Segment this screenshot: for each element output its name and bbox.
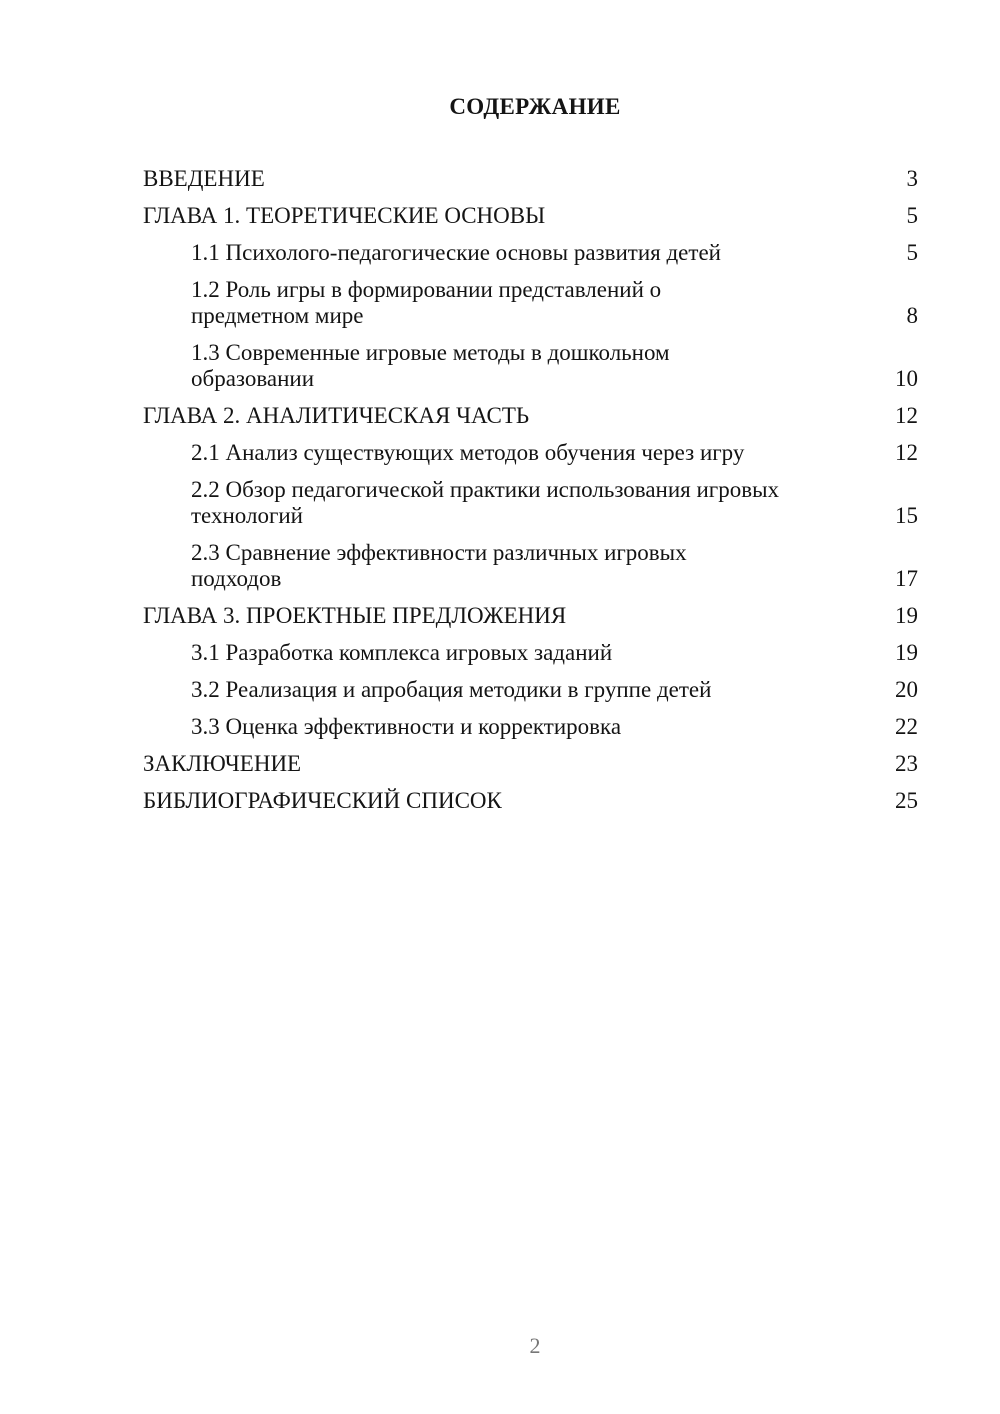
toc-entry-section-3-1[interactable]: [143, 640, 918, 666]
toc-entry-text: ГЛАВА 1. ТЕОРЕТИЧЕСКИЕ ОСНОВЫ: [143, 203, 546, 228]
toc-entry-page: 23: [895, 751, 918, 776]
toc-entry-text: ГЛАВА 3. ПРОЕКТНЫЕ ПРЕДЛОЖЕНИЯ: [143, 603, 567, 628]
toc-entry-chapter-1[interactable]: [143, 203, 918, 229]
page-number: 2: [529, 1333, 541, 1358]
toc-entry-page: 19: [895, 603, 918, 628]
toc-entry-text: 3.3 Оценка эффективности и корректировка: [191, 714, 622, 739]
toc-entry-text: 3.2 Реализация и апробация методики в группе детей: [191, 677, 712, 702]
toc-entry-text: ГЛАВА 2. АНАЛИТИЧЕСКАЯ ЧАСТЬ: [143, 403, 530, 428]
toc-entry-text: ЗАКЛЮЧЕНИЕ: [143, 751, 302, 776]
table-of-contents: [143, 166, 918, 825]
toc-entry-page: 12: [895, 440, 918, 465]
toc-entry-section-1-3[interactable]: [143, 340, 918, 392]
toc-entry-section-3-2[interactable]: [143, 677, 918, 703]
toc-entry-page: 3: [906, 166, 918, 191]
toc-entry-text: 2.3 Сравнение эффективности различных игровых подходов: [191, 540, 687, 591]
toc-entry-page: 15: [895, 503, 918, 528]
toc-entry-text: ВВЕДЕНИЕ: [143, 166, 265, 191]
toc-entry-text: 1.3 Современные игровые методы в дошкольном образовании: [191, 340, 670, 391]
toc-entry-text: 2.1 Анализ существующих методов обучения через игру: [191, 440, 745, 465]
toc-entry-section-1-1[interactable]: [143, 240, 918, 266]
toc-entry-text: 1.1 Психолого-педагогические основы развития детей: [191, 240, 721, 265]
toc-entry-introduction[interactable]: [143, 166, 918, 192]
toc-entry-section-2-1[interactable]: [143, 440, 918, 466]
toc-title: СОДЕРЖАНИЕ: [449, 94, 621, 119]
toc-entry-page: 17: [895, 566, 918, 591]
toc-entry-text: БИБЛИОГРАФИЧЕСКИЙ СПИСОК: [143, 788, 502, 813]
toc-entry-page: 5: [906, 203, 918, 228]
toc-entry-section-3-3[interactable]: [143, 714, 918, 740]
toc-entry-text: 2.2 Обзор педагогической практики использования игровых технологий: [191, 477, 780, 528]
toc-entry-page: 12: [895, 403, 918, 428]
toc-entry-chapter-3[interactable]: [143, 603, 918, 629]
toc-entry-page: 5: [906, 240, 918, 265]
toc-entry-section-2-3[interactable]: [143, 540, 918, 592]
toc-entry-page: 20: [895, 677, 918, 702]
toc-entry-chapter-2[interactable]: [143, 403, 918, 429]
toc-entry-text: 1.2 Роль игры в формировании представлений о предметном мире: [191, 277, 662, 328]
toc-entry-bibliography[interactable]: [143, 788, 918, 814]
toc-entry-section-1-2[interactable]: [143, 277, 918, 329]
toc-entry-page: 25: [895, 788, 918, 813]
toc-entry-page: 19: [895, 640, 918, 665]
toc-entry-page: 8: [906, 303, 918, 328]
toc-entry-page: 22: [895, 714, 918, 739]
toc-entry-conclusion[interactable]: [143, 751, 918, 777]
toc-entry-page: 10: [895, 366, 918, 391]
toc-entry-text: 3.1 Разработка комплекса игровых заданий: [191, 640, 613, 665]
toc-entry-section-2-2[interactable]: [143, 477, 918, 529]
